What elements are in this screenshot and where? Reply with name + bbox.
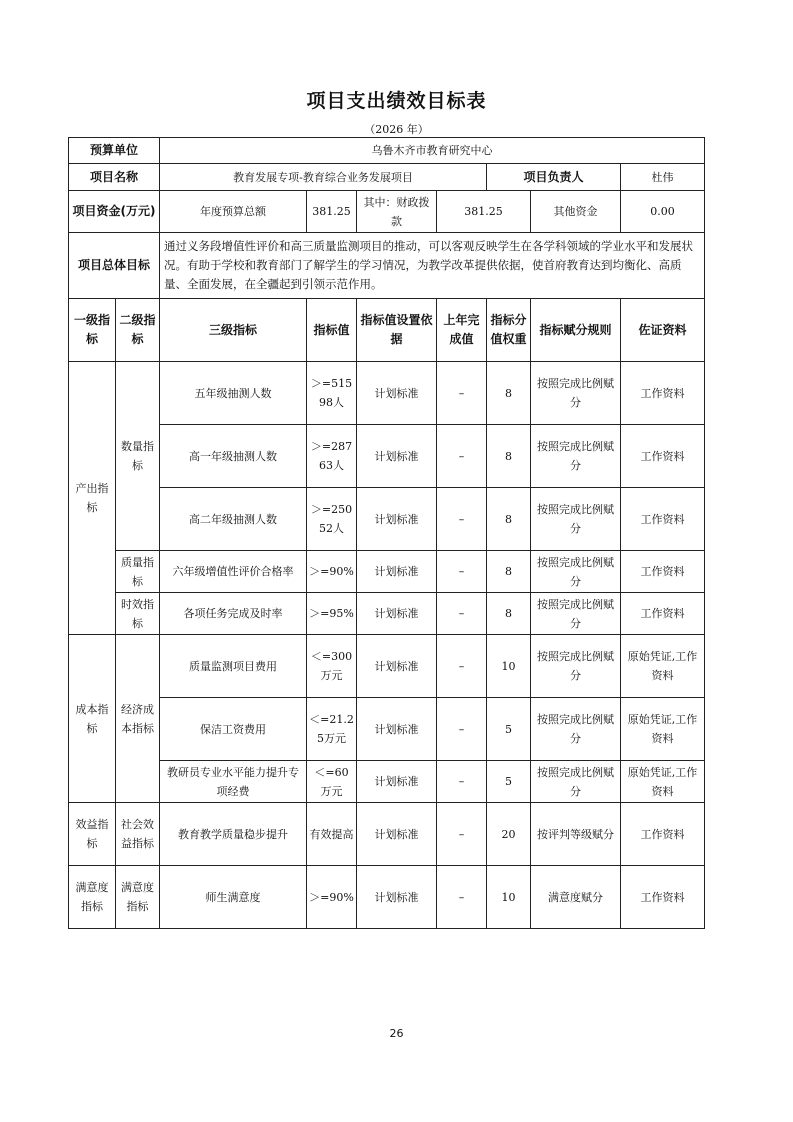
group-output: 产出指标 (69, 362, 116, 635)
row-last: – (437, 425, 487, 488)
group-benefit: 效益指标 (69, 803, 116, 866)
row-basis: 计划标准 (357, 362, 437, 425)
row-evidence: 原始凭证,工作资料 (621, 635, 705, 698)
table-row (69, 866, 705, 929)
goal-text: 通过义务段增值性评价和高三质量监测项目的推动，可以客观反映学生在各学科领域的学业水平和发展状况。有助于学校和教育部门了解学生的学习情况，为教学改革提供依据，使首府教育达到均衡化、高质量、全面发展，在全疆起到引领示范作用。 (160, 233, 705, 299)
table-row (69, 425, 705, 488)
row-rule: 按照完成比例赋分 (531, 362, 621, 425)
row-weight: 20 (487, 803, 531, 866)
row-evidence: 工作资料 (621, 593, 705, 635)
row-value: ＞=25052人 (307, 488, 357, 551)
row-basis: 计划标准 (357, 866, 437, 929)
row-last: – (437, 635, 487, 698)
row-basis: 计划标准 (357, 698, 437, 761)
row-basis: 计划标准 (357, 425, 437, 488)
row-weight: 10 (487, 866, 531, 929)
fund-row (69, 191, 705, 233)
fund-label: 项目资金(万元) (69, 191, 160, 233)
row-rule: 按评判等级赋分 (531, 803, 621, 866)
row-l3: 高二年级抽测人数 (160, 488, 307, 551)
row-evidence: 工作资料 (621, 803, 705, 866)
other-fund-value: 0.00 (621, 191, 705, 233)
col-evidence: 佐证资料 (621, 299, 705, 362)
row-evidence: 工作资料 (621, 362, 705, 425)
goal-row (69, 233, 705, 299)
fiscal-value: 381.25 (437, 191, 531, 233)
row-last: – (437, 803, 487, 866)
project-name-row (69, 164, 705, 191)
col-l1: 一级指标 (69, 299, 116, 362)
row-value: ＞=95% (307, 593, 357, 635)
row-value: ＞=51598人 (307, 362, 357, 425)
col-l2: 二级指标 (116, 299, 160, 362)
project-name-label: 项目名称 (69, 164, 160, 191)
group-satisfaction: 满意度指标 (69, 866, 116, 929)
project-leader-value: 杜伟 (621, 164, 705, 191)
annual-budget-label: 年度预算总额 (160, 191, 307, 233)
table-row (69, 593, 705, 635)
row-rule: 按照完成比例赋分 (531, 761, 621, 803)
page-number: 26 (389, 1027, 404, 1040)
row-last: – (437, 488, 487, 551)
row-value: ＜=300万元 (307, 635, 357, 698)
performance-table (68, 137, 705, 929)
row-basis: 计划标准 (357, 488, 437, 551)
row-value: ＞=90% (307, 866, 357, 929)
row-value: ＜=60万元 (307, 761, 357, 803)
page-title: 项目支出绩效目标表 (306, 90, 487, 112)
row-rule: 满意度赋分 (531, 866, 621, 929)
row-rule: 按照完成比例赋分 (531, 698, 621, 761)
row-weight: 5 (487, 761, 531, 803)
row-basis: 计划标准 (357, 803, 437, 866)
table-row (69, 488, 705, 551)
group-economic: 经济成本指标 (116, 635, 160, 803)
row-weight: 8 (487, 362, 531, 425)
table-row (69, 761, 705, 803)
row-weight: 8 (487, 593, 531, 635)
row-last: – (437, 362, 487, 425)
row-weight: 10 (487, 635, 531, 698)
year-label: （2026 年） (364, 123, 429, 136)
row-rule: 按照完成比例赋分 (531, 593, 621, 635)
row-value: ＞=90% (307, 551, 357, 593)
row-rule: 按照完成比例赋分 (531, 488, 621, 551)
row-evidence: 原始凭证,工作资料 (621, 698, 705, 761)
project-name-value: 教育发展专项-教育综合业务发展项目 (160, 164, 487, 191)
row-basis: 计划标准 (357, 761, 437, 803)
row-last: – (437, 551, 487, 593)
group-quality: 质量指标 (116, 551, 160, 593)
row-evidence: 工作资料 (621, 551, 705, 593)
row-value: ＞=28763人 (307, 425, 357, 488)
unit-value: 乌鲁木齐市教育研究中心 (160, 138, 705, 164)
row-l3: 各项任务完成及时率 (160, 593, 307, 635)
col-value: 指标值 (307, 299, 357, 362)
group-timeliness: 时效指标 (116, 593, 160, 635)
row-l3: 五年级抽测人数 (160, 362, 307, 425)
table-row (69, 551, 705, 593)
group-cost: 成本指标 (69, 635, 116, 803)
row-l3: 教研员专业水平能力提升专项经费 (160, 761, 307, 803)
col-rule: 指标赋分规则 (531, 299, 621, 362)
row-weight: 8 (487, 488, 531, 551)
row-rule: 按照完成比例赋分 (531, 551, 621, 593)
row-last: – (437, 698, 487, 761)
goal-label: 项目总体目标 (69, 233, 160, 299)
unit-label: 预算单位 (69, 138, 160, 164)
table-row (69, 803, 705, 866)
group-social: 社会效益指标 (116, 803, 160, 866)
column-header-row (69, 299, 705, 362)
row-weight: 8 (487, 551, 531, 593)
table-row (69, 362, 705, 425)
row-l3: 高一年级抽测人数 (160, 425, 307, 488)
row-rule: 按照完成比例赋分 (531, 425, 621, 488)
row-evidence: 工作资料 (621, 488, 705, 551)
row-weight: 5 (487, 698, 531, 761)
row-weight: 8 (487, 425, 531, 488)
row-last: – (437, 761, 487, 803)
row-last: – (437, 593, 487, 635)
col-last-year: 上年完成值 (437, 299, 487, 362)
row-l3: 师生满意度 (160, 866, 307, 929)
row-evidence: 工作资料 (621, 425, 705, 488)
col-weight: 指标分值权重 (487, 299, 531, 362)
row-value: ＜=21.25万元 (307, 698, 357, 761)
row-l3: 保洁工资费用 (160, 698, 307, 761)
group-quantity: 数量指标 (116, 362, 160, 551)
row-basis: 计划标准 (357, 635, 437, 698)
table-row (69, 635, 705, 698)
row-rule: 按照完成比例赋分 (531, 635, 621, 698)
col-basis: 指标值设置依据 (357, 299, 437, 362)
row-last: – (437, 866, 487, 929)
row-basis: 计划标准 (357, 593, 437, 635)
row-evidence: 原始凭证,工作资料 (621, 761, 705, 803)
row-evidence: 工作资料 (621, 866, 705, 929)
fiscal-label: 其中：财政拨款 (357, 191, 437, 233)
group-satisfaction2: 满意度指标 (116, 866, 160, 929)
row-l3: 教育教学质量稳步提升 (160, 803, 307, 866)
table-row (69, 698, 705, 761)
row-l3: 六年级增值性评价合格率 (160, 551, 307, 593)
project-leader-label: 项目负责人 (487, 164, 621, 191)
row-l3: 质量监测项目费用 (160, 635, 307, 698)
annual-budget-value: 381.25 (307, 191, 357, 233)
row-basis: 计划标准 (357, 551, 437, 593)
col-l3: 三级指标 (160, 299, 307, 362)
row-value: 有效提高 (307, 803, 357, 866)
unit-row (69, 138, 705, 164)
other-fund-label: 其他资金 (531, 191, 621, 233)
